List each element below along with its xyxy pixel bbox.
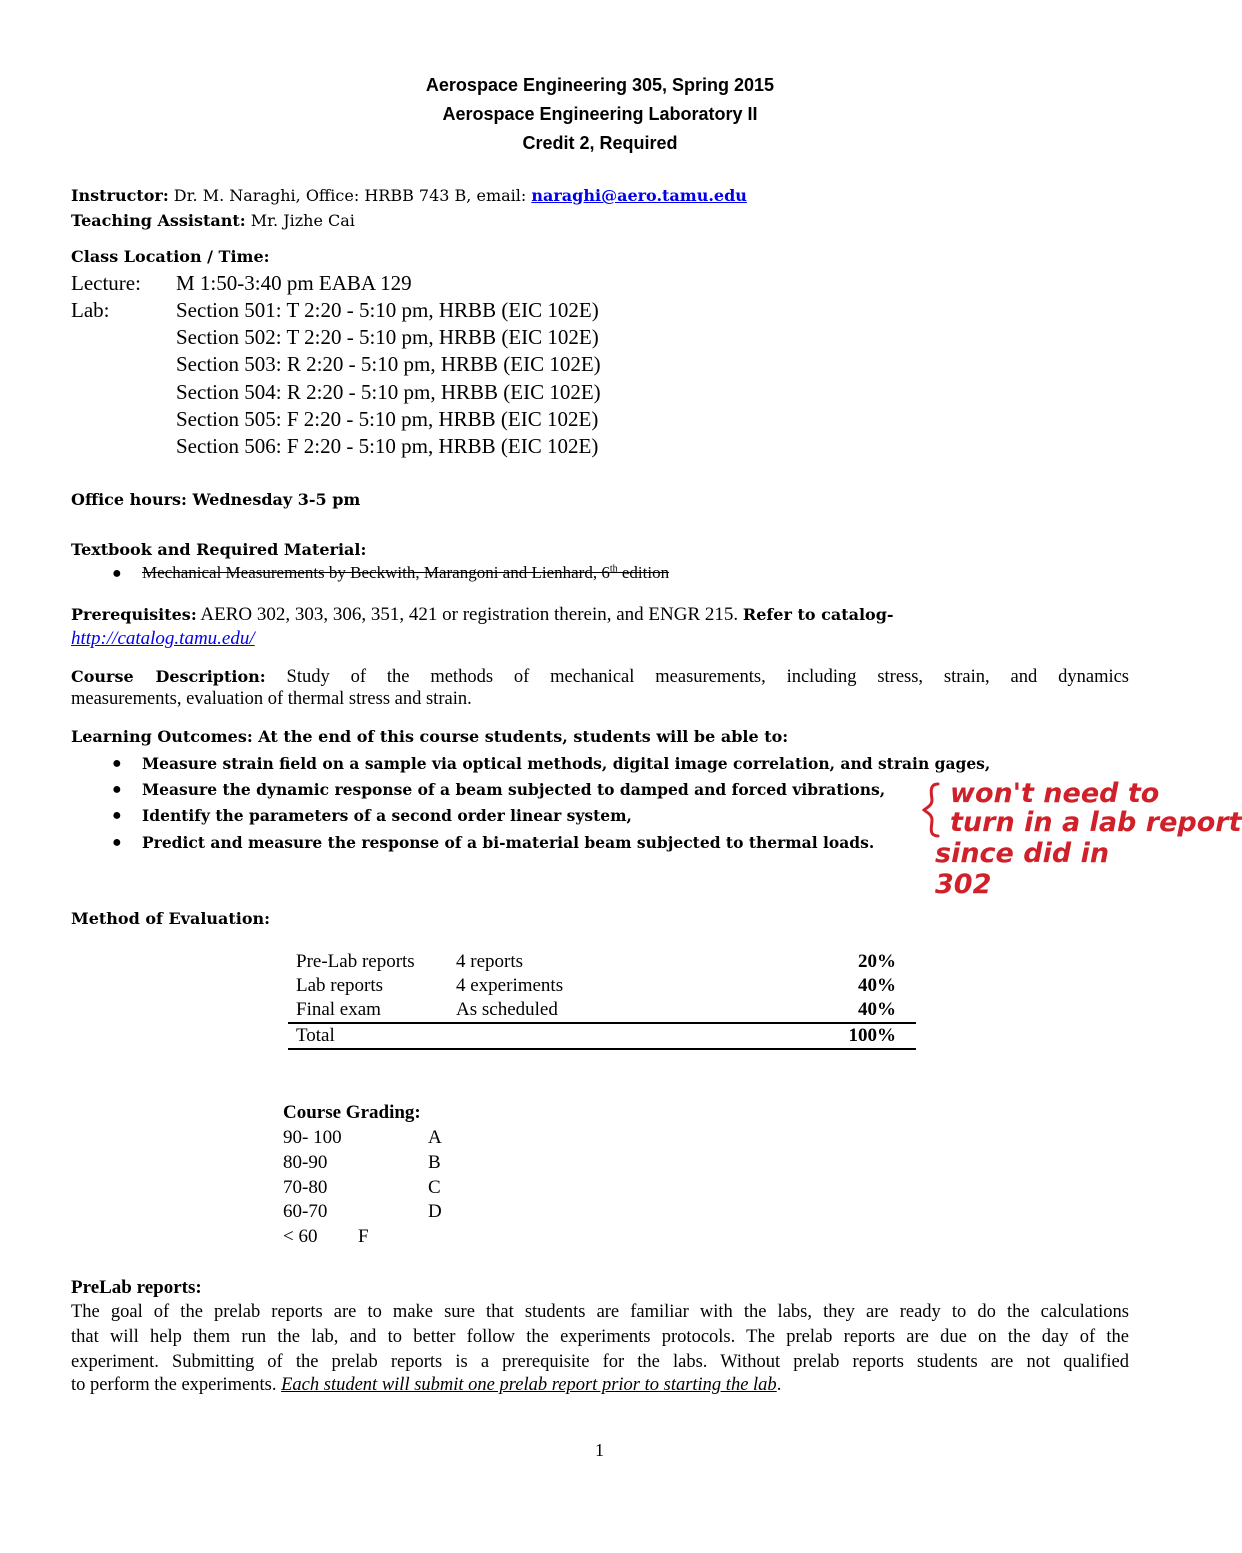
lab-section: Section 506: F 2:20 - 5:10 pm, HRBB (EIC 102E) — [176, 434, 599, 458]
handwritten-note-line4: 302 — [935, 869, 992, 900]
office-hours: Office hours: Wednesday 3-5 pm — [71, 490, 361, 509]
table-row-total — [288, 1023, 916, 1049]
eval-pct: 40% — [858, 999, 896, 1020]
class-location-heading: Class Location / Time: — [71, 247, 270, 266]
grade-letter: F — [358, 1226, 369, 1247]
eval-total-pct: 100% — [748, 1023, 916, 1049]
course-subtitle: Aerospace Engineering Laboratory II — [442, 104, 758, 124]
bullet-icon: ● — [112, 781, 122, 798]
prelab-line3: experiment. Submitting of the prelab reports is a prerequisite for the labs. Without prelab reports students are not qualified — [71, 1352, 1129, 1372]
textbook-item-end: edition — [617, 563, 670, 582]
handwritten-note-line1: won't need to — [950, 778, 1160, 809]
handwritten-note-line2: turn in a lab report — [950, 807, 1242, 838]
prelab-line4-end: . — [776, 1375, 782, 1395]
ta-line — [71, 211, 355, 231]
bullet-icon: ● — [112, 755, 122, 772]
lab-section: Section 504: R 2:20 - 5:10 pm, HRBB (EIC 102E) — [176, 380, 601, 404]
bullet-icon: ● — [112, 834, 122, 851]
eval-pct: 20% — [858, 951, 896, 972]
prerequisites-line — [71, 604, 894, 626]
learning-outcomes-heading: Learning Outcomes: At the end of this course students, students will be able to: — [71, 727, 789, 746]
grade-range: 90- 100 — [283, 1127, 342, 1148]
lab-section: Section 503: R 2:20 - 5:10 pm, HRBB (EIC 102E) — [176, 352, 601, 376]
prelab-line4-start: to perform the experiments. — [71, 1375, 282, 1395]
eval-item: Lab reports — [296, 975, 384, 996]
grade-range: 80-90 — [283, 1152, 328, 1173]
table-row — [288, 950, 916, 974]
prelab-heading: PreLab reports: — [71, 1277, 202, 1298]
course-credit: Credit 2, Required — [522, 133, 678, 153]
outcome-item: Identify the parameters of a second order linear system, — [142, 806, 632, 825]
prelab-emphasis: Each student will submit one prelab report prior to starting the lab — [281, 1375, 777, 1395]
grade-range: < 60 — [283, 1226, 318, 1247]
course-description-text1: Study of the methods of mechanical measurements, including stress, strain, and dynamics — [265, 667, 1130, 687]
textbook-item-sup: th — [609, 563, 618, 575]
lab-section: Section 505: F 2:20 - 5:10 pm, HRBB (EIC 102E) — [176, 407, 599, 431]
prerequisites-label: Prerequisites: — [71, 605, 197, 624]
lab-label: Lab: — [71, 298, 110, 322]
grade-range: 70-80 — [283, 1177, 328, 1198]
eval-pct: 40% — [858, 975, 896, 996]
evaluation-table — [288, 950, 916, 1050]
catalog-link-line — [71, 628, 255, 650]
prerequisites-text: AERO 302, 303, 306, 351, 421 or registration therein, and ENGR 215. — [196, 604, 743, 625]
table-row — [288, 974, 916, 998]
eval-desc: 4 reports — [456, 951, 524, 972]
table-row — [288, 998, 916, 1023]
evaluation-heading: Method of Evaluation: — [71, 909, 271, 928]
prerequisites-refer: Refer to catalog- — [742, 605, 894, 624]
course-title: Aerospace Engineering 305, Spring 2015 — [425, 75, 775, 95]
outcome-item: Measure the dynamic response of a beam subjected to damped and forced vibrations, — [142, 780, 886, 799]
textbook-item-text: Mechanical Measurements by Beckwith, Marangoni and Lienhard, 6 — [142, 563, 610, 582]
instructor-value: Dr. M. Naraghi, Office: HRBB 743 B, email: — [168, 186, 532, 205]
lab-section: Section 501: T 2:20 - 5:10 pm, HRBB (EIC 102E) — [176, 298, 599, 322]
grade-letter: B — [428, 1152, 441, 1173]
handwritten-note-line3: since did in — [935, 838, 1110, 869]
textbook-item — [142, 563, 669, 583]
eval-item: Final exam — [296, 999, 381, 1020]
grade-letter: A — [428, 1127, 442, 1148]
course-description-line2: measurements, evaluation of thermal stress and strain. — [71, 689, 472, 709]
course-description-line1 — [71, 664, 1129, 690]
eval-total-label: Total — [288, 1023, 448, 1049]
grade-letter: C — [428, 1177, 441, 1198]
bullet-icon: ● — [112, 565, 122, 582]
instructor-line — [71, 186, 747, 206]
lecture-label: Lecture: — [71, 271, 141, 295]
outcome-item: Predict and measure the response of a bi-material beam subjected to thermal loads. — [142, 833, 875, 852]
ta-value: Mr. Jizhe Cai — [245, 211, 355, 230]
instructor-label: Instructor: — [71, 186, 169, 205]
prelab-line1: The goal of the prelab reports are to make sure that students are familiar with the labs, they are ready to do the calculations — [71, 1302, 1129, 1322]
prelab-line4 — [71, 1375, 781, 1396]
bullet-icon: ● — [112, 807, 122, 824]
textbook-heading: Textbook and Required Material: — [71, 540, 367, 559]
grading-heading: Course Grading: — [283, 1102, 421, 1123]
course-description-label: Course Description: — [71, 667, 266, 686]
grade-range: 60-70 — [283, 1201, 328, 1222]
outcome-item: Measure strain field on a sample via optical methods, digital image correlation, and strain gages, — [142, 754, 991, 773]
eval-item: Pre-Lab reports — [296, 951, 415, 972]
prelab-line2: that will help them run the lab, and to better follow the experiments protocols. The prelab reports are due on the day of the — [71, 1327, 1129, 1347]
catalog-link[interactable]: http://catalog.tamu.edu/ — [71, 628, 255, 649]
instructor-email-link[interactable]: naraghi@aero.tamu.edu — [531, 186, 747, 205]
page-number: 1 — [595, 1440, 604, 1460]
ta-label: Teaching Assistant: — [71, 211, 246, 230]
grade-letter: D — [428, 1201, 442, 1222]
lab-section: Section 502: T 2:20 - 5:10 pm, HRBB (EIC 102E) — [176, 325, 599, 349]
eval-desc: 4 experiments — [456, 975, 564, 996]
lecture-value: M 1:50-3:40 pm EABA 129 — [176, 271, 412, 295]
eval-desc: As scheduled — [456, 999, 558, 1020]
